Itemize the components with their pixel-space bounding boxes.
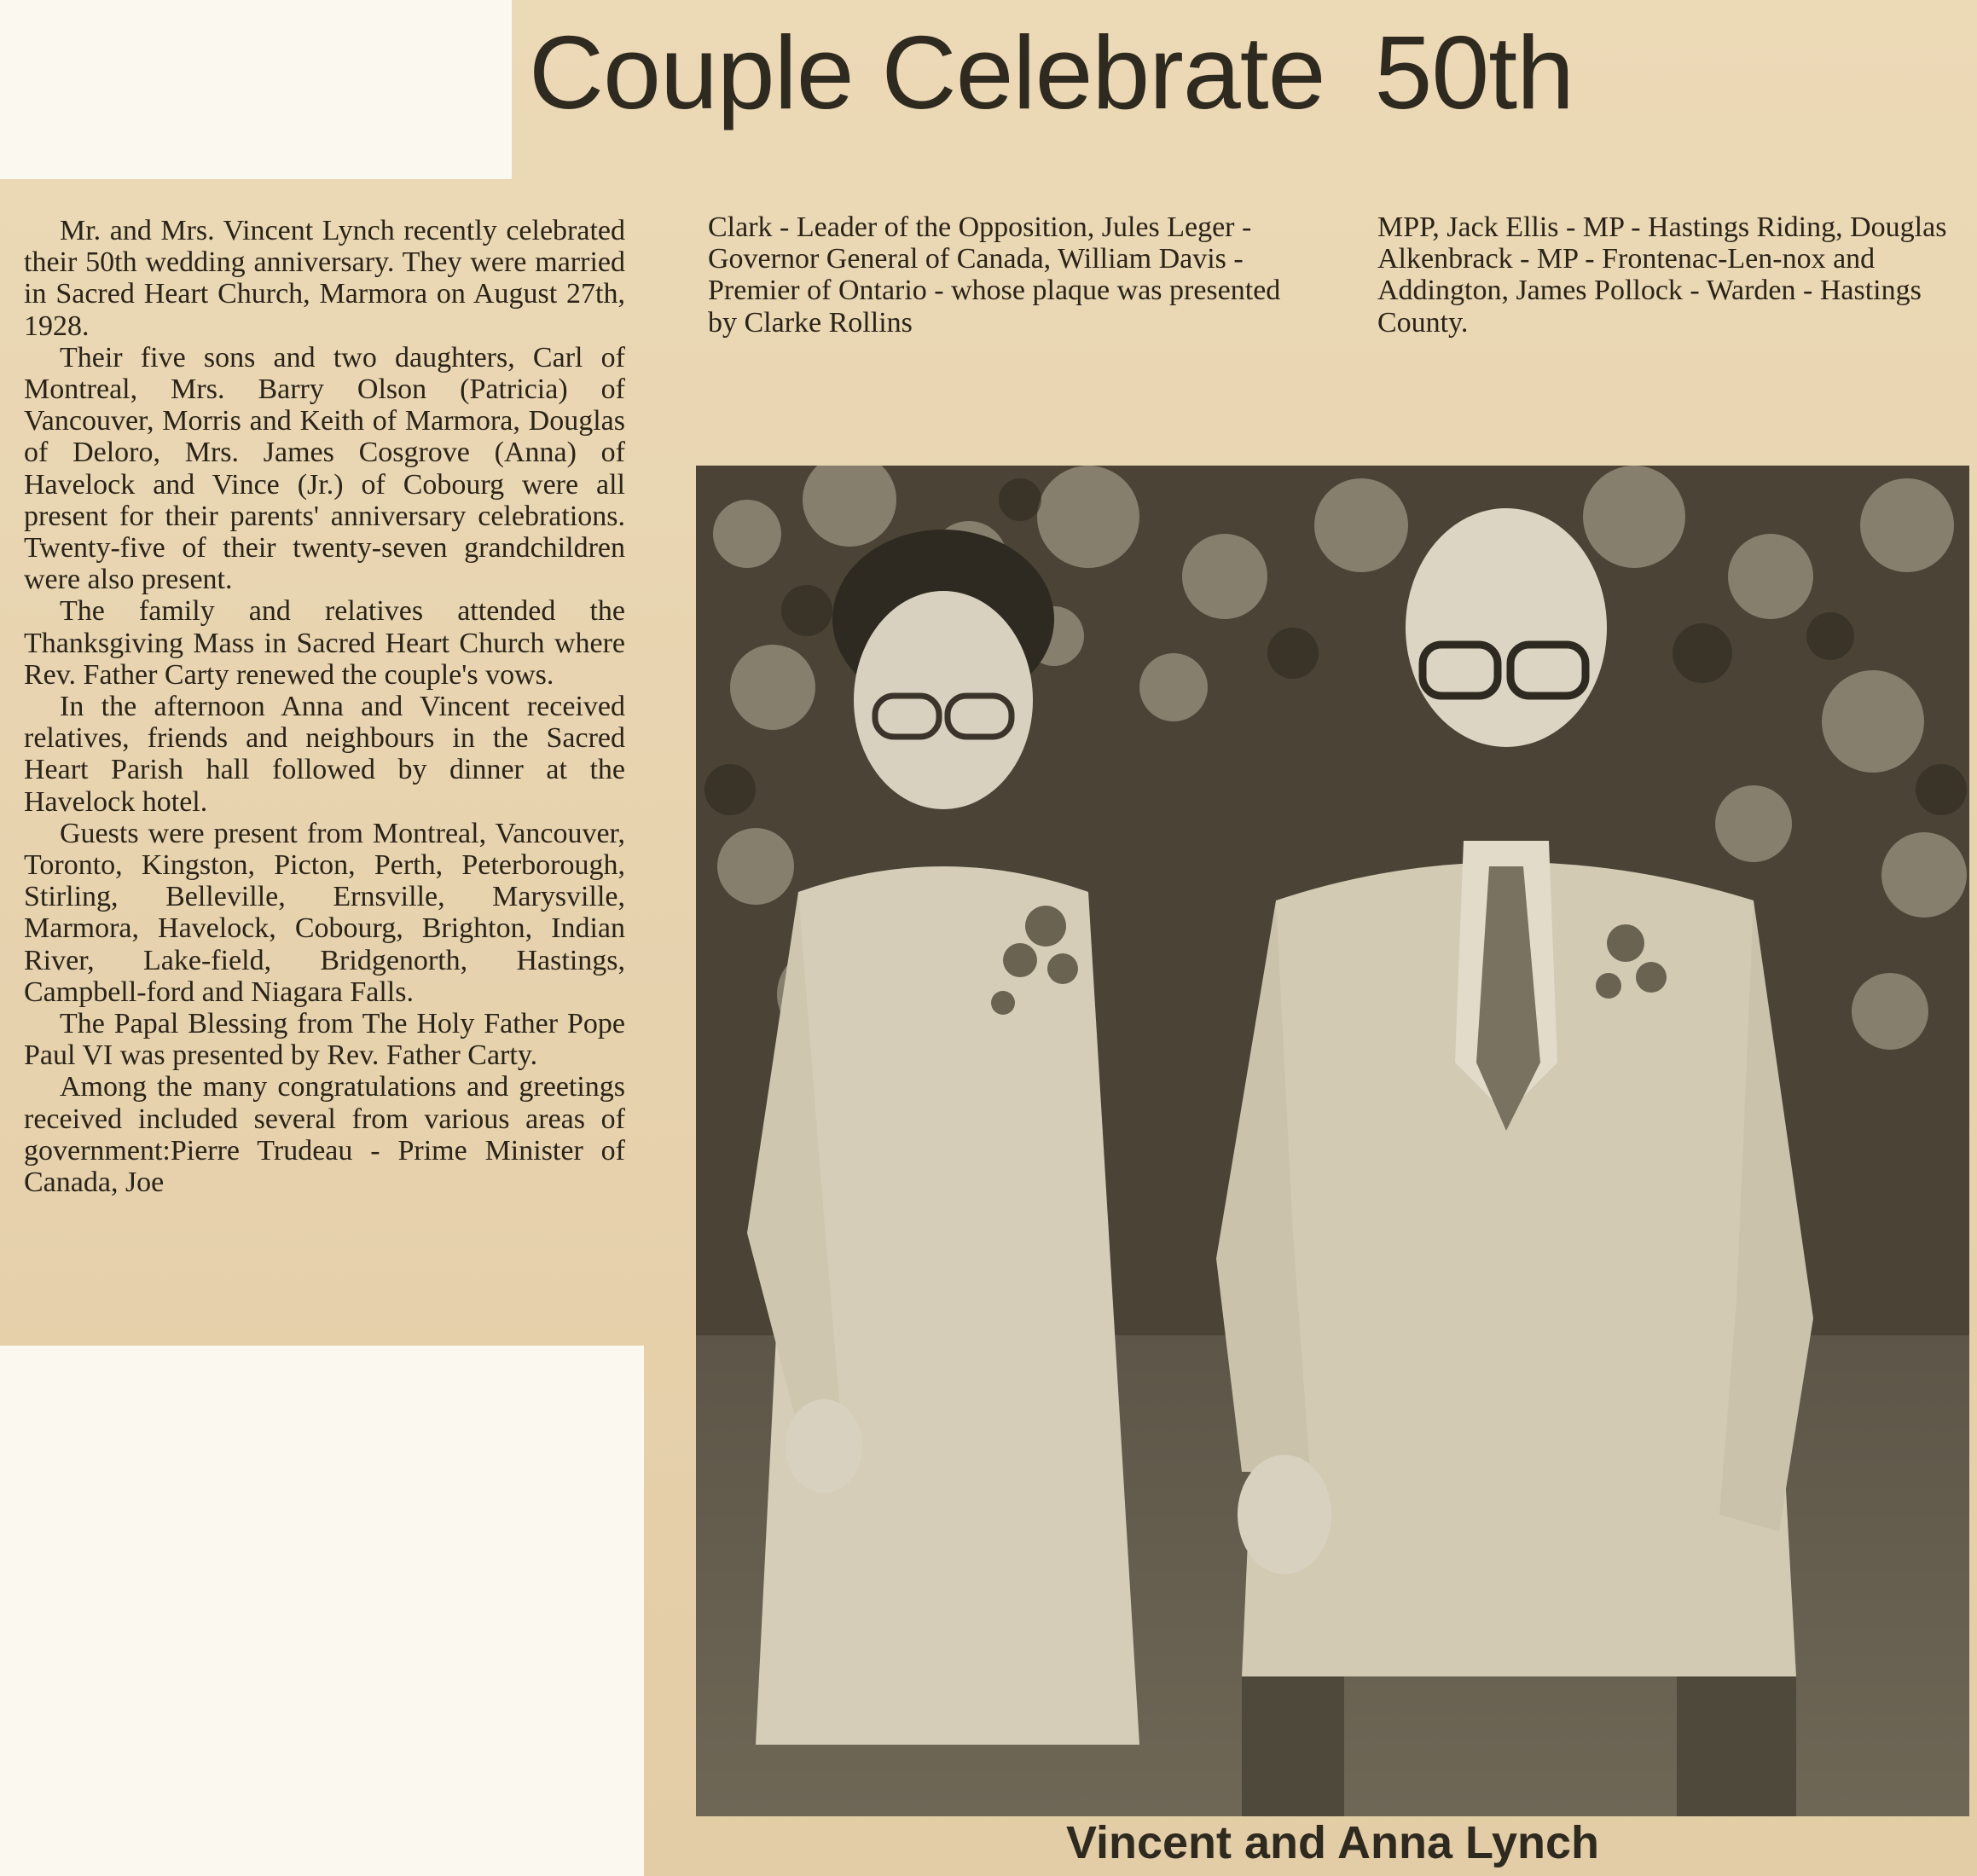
couple-photo-illustration (696, 466, 1969, 1816)
photo-caption: Vincent and Anna Lynch (1065, 1817, 1600, 1868)
paragraph: The family and relatives attended the Thanksgiving Mass in Sacred Heart Church where Rev. Father Carty renewed the couple's vows. (24, 595, 625, 691)
paragraph: Guests were present from Montreal, Vancouver, Toronto, Kingston, Picton, Perth, Peterborough, Stirling, Belleville, Ernsville, Marysville, Marmora, Havelock, Cobourg, Brighton, Indian River, Lake-field, Bridgenorth, Hastings, Campbell-ford and Niagara Falls. (24, 817, 625, 1008)
paragraph: The Papal Blessing from The Holy Father Pope Paul VI was presented by Rev. Father Carty. (24, 1008, 625, 1072)
paragraph: Mr. and Mrs. Vincent Lynch recently celebrated their 50th wedding anniversary. They were married in Sacred Heart Church, Marmora on August 27th, 1928. (24, 215, 625, 342)
headline (529, 0, 1945, 145)
paragraph: Clark - Leader of the Opposition, Jules Leger - Governor General of Canada, William Davis - Premier of Ontario - whose plaque was presented by Clarke Rollins (708, 211, 1281, 339)
paragraph: MPP, Jack Ellis - MP - Hastings Riding, Douglas Alkenbrack - MP - Frontenac-Len-nox and Addington, James Pollock - Warden - Hastings County. (1377, 211, 1947, 339)
paragraph: Among the many congratulations and greetings received included several from various areas of government:Pierre Trudeau - Prime Minister of Canada, Joe (24, 1071, 625, 1199)
headline-text: Couple Celebrate (529, 14, 1325, 130)
article-column-2 (708, 211, 1305, 339)
blank-paper-patch-bottom (0, 1346, 644, 1876)
article-column-1 (24, 215, 625, 1198)
blank-paper-patch-top (0, 0, 512, 179)
headline-number: 50th (1374, 14, 1574, 130)
couple-photo (696, 466, 1969, 1816)
paragraph: Their five sons and two daughters, Carl of Montreal, Mrs. Barry Olson (Patricia) of Vancouver, Morris and Keith of Marmora, Douglas of Deloro, Mrs. James Cosgrove (Anna) of Havelock and Vince (Jr.) of Cobourg were all present for their parents' anniversary celebrations. Twenty-five of their twenty-seven grandchildren were also present. (24, 341, 625, 596)
paragraph: In the afternoon Anna and Vincent received relatives, friends and neighbours in the Sacred Heart Parish hall followed by dinner at the Havelock hotel. (24, 691, 625, 818)
article-column-3 (1377, 211, 1974, 339)
